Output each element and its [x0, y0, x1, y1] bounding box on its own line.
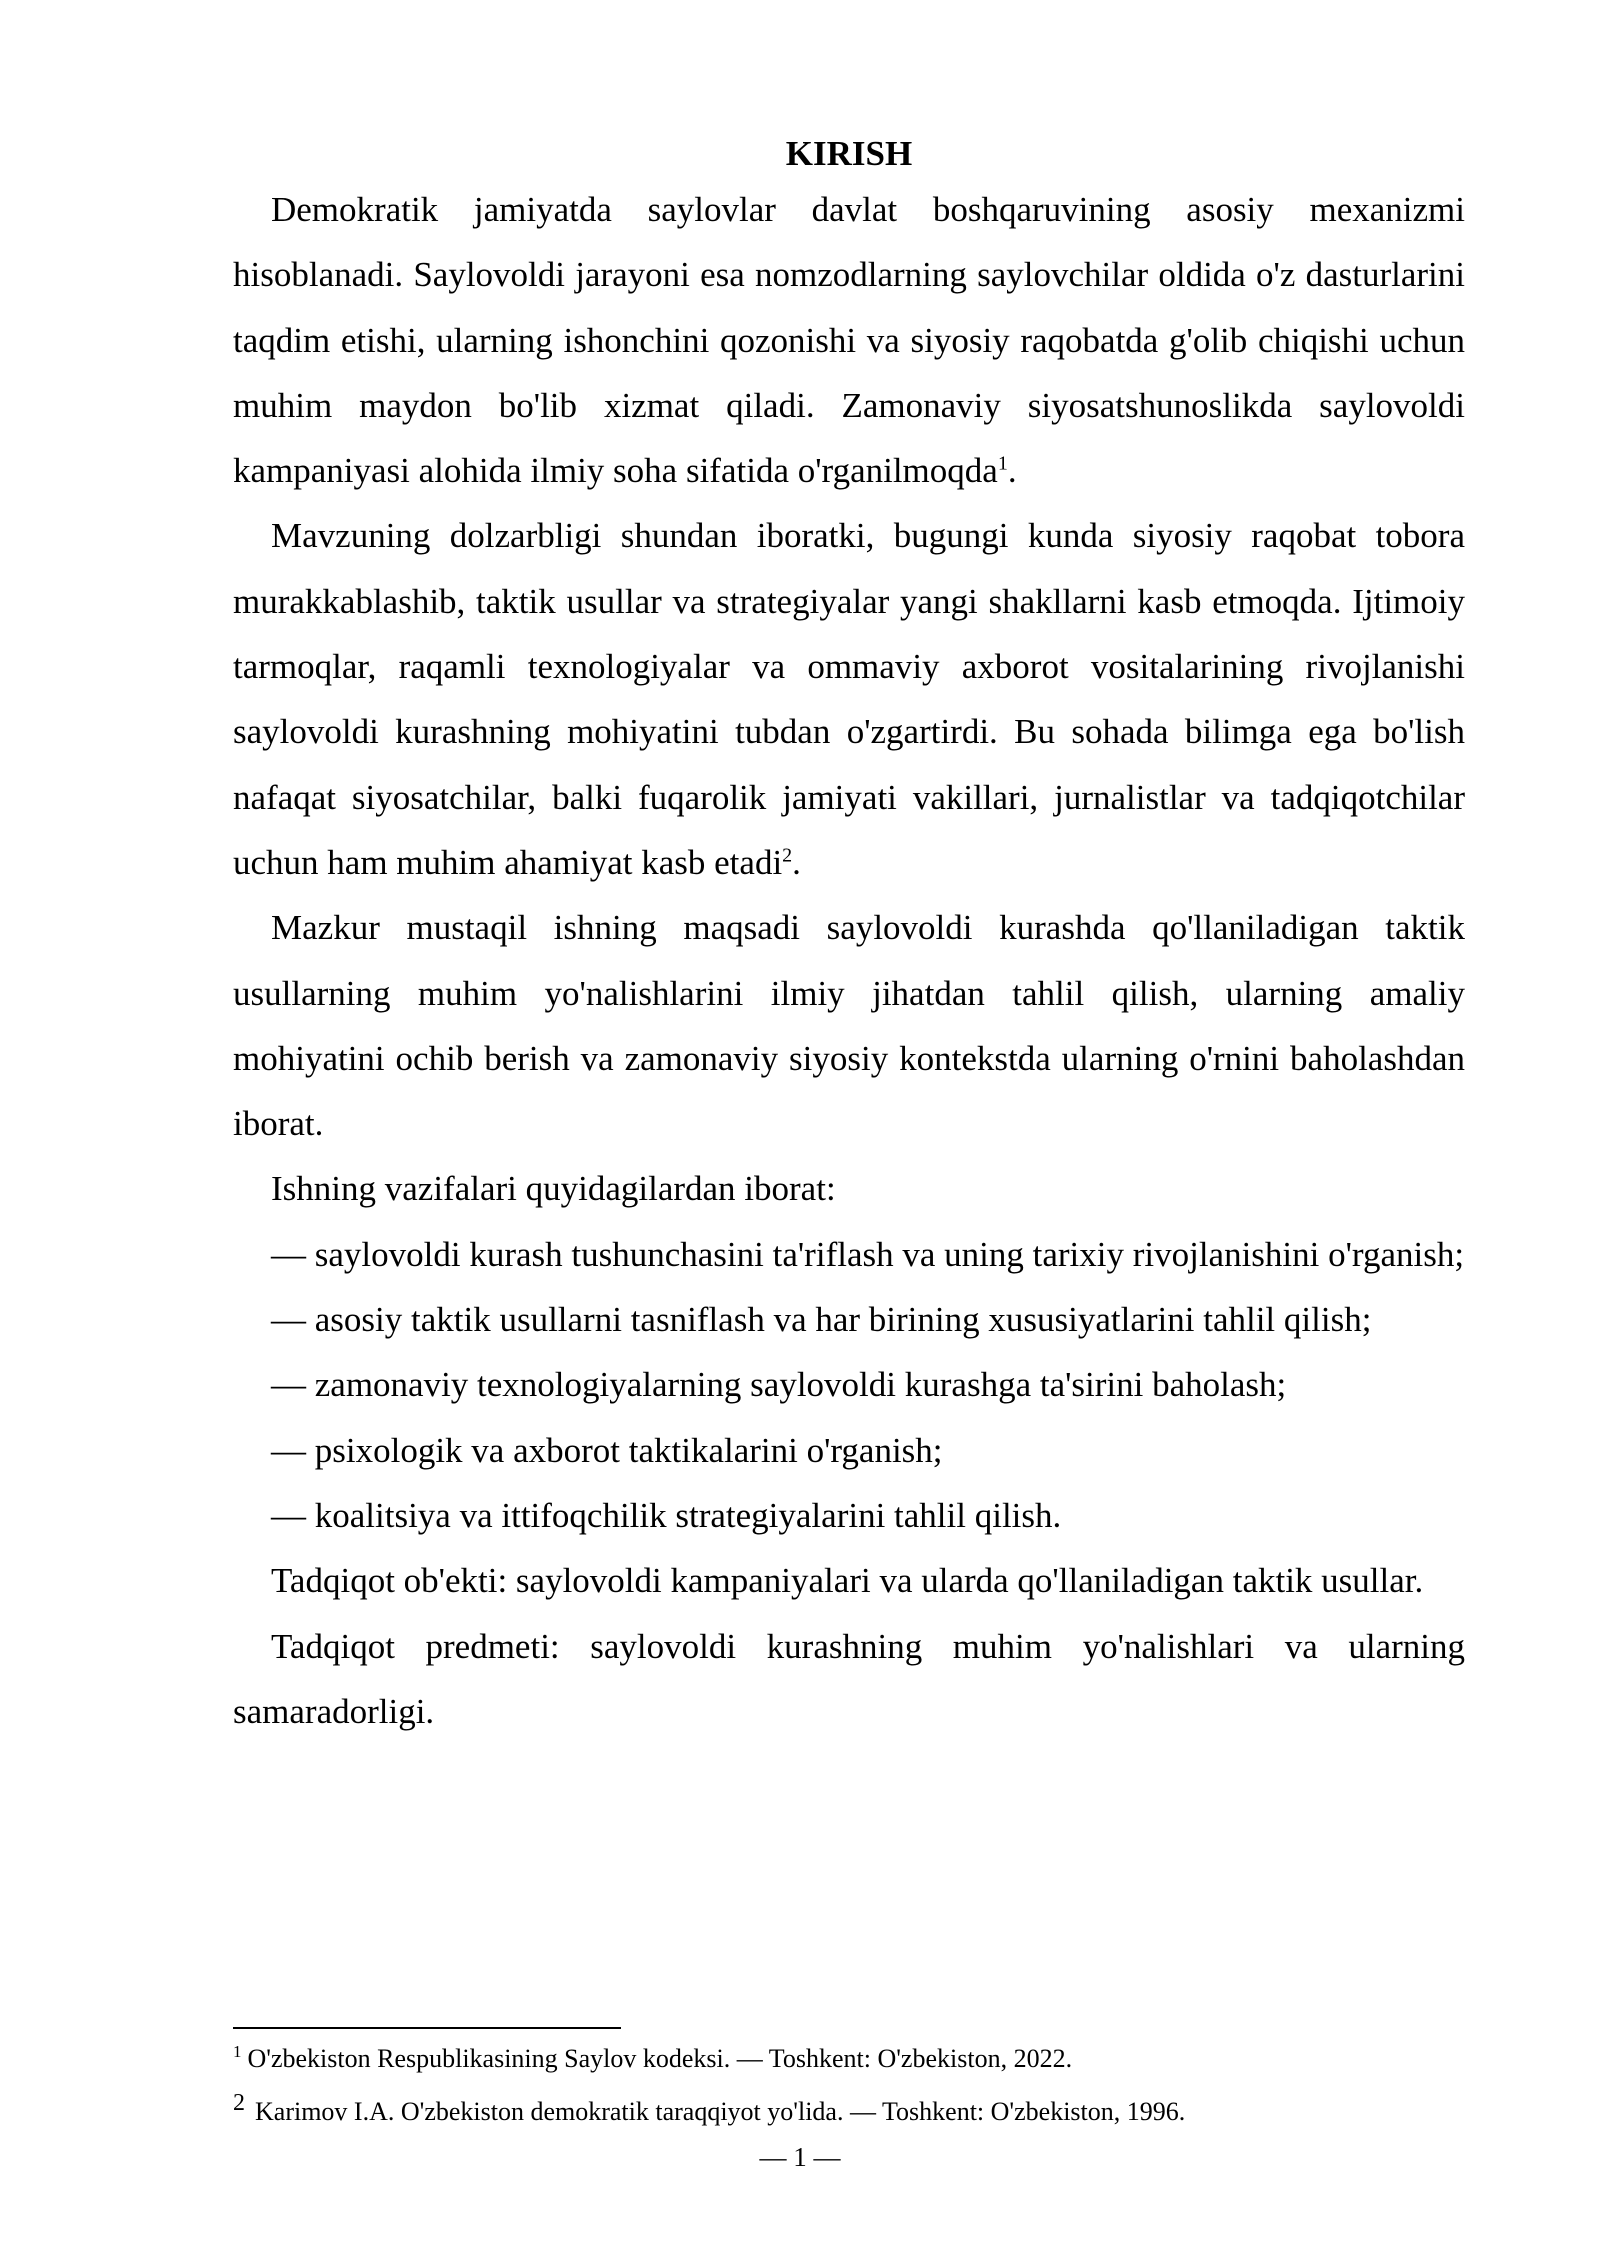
paragraph-end: .	[1007, 451, 1017, 491]
footnote-text: Karimov I.A. O'zbekiston demokratik taraqqiyot yo'lida. — Toshkent: O'zbekiston, 1996.	[255, 2097, 1186, 2126]
footnote-reference[interactable]: 1	[997, 452, 1008, 475]
task-list-item: — saylovoldi kurash tushunchasini ta'riflash va uning tarixiy rivojlanishini o'rganish;	[271, 1234, 1465, 1274]
footnote-mark: 1	[233, 2042, 242, 2062]
task-list-item: — zamonaviy texnologiyalarning saylovoldi kurashga ta'sirini baholash;	[271, 1365, 1287, 1405]
footnote-item	[233, 2042, 1465, 2076]
page-number: — 1 —	[759, 2142, 841, 2172]
footnote-text: O'zbekiston Respublikasining Saylov kodeksi. — Toshkent: O'zbekiston, 2022.	[247, 2044, 1073, 2073]
task-list-item: — koalitsiya va ittifoqchilik strategiyalarini tahlil qilish.	[271, 1495, 1062, 1535]
page-title: KIRISH	[785, 134, 913, 173]
research-object-paragraph: Tadqiqot ob'ekti: saylovoldi kampaniyalari va ularda qo'llaniladigan taktik usullar.	[271, 1561, 1424, 1601]
footnote-mark: 2	[233, 2090, 245, 2117]
tasks-intro-paragraph: Ishning vazifalari quyidagilardan iborat:	[271, 1169, 836, 1209]
relevance-paragraph	[233, 503, 1465, 895]
paragraph-text: Demokratik jamiyatda saylovlar davlat boshqaruvining asosiy mexanizmi hisoblanadi. Saylovoldi jarayoni esa nomzodlarning saylovchilar oldida o'z dasturlarini taqdim etishi, ularning ishonchini qozonishi va siyosiy raqobatda g'olib chiqishi uchun muhim maydon bo'lib xizmat qiladi. Zamonaviy siyosatshunoslikda saylovoldi kampaniyasi alohida ilmiy soha sifatida o'rganilmoqda	[233, 190, 1465, 491]
footnote-item	[233, 2090, 1465, 2129]
task-list-item: — asosiy taktik usullarni tasniflash va har birining xususiyatlarini tahlil qilish;	[271, 1300, 1372, 1340]
research-subject-paragraph: Tadqiqot predmeti: saylovoldi kurashning muhim yo'nalishlari va ularning samaradorligi.	[233, 1626, 1465, 1731]
intro-paragraph	[233, 177, 1465, 503]
document-body	[233, 133, 1465, 1744]
goal-paragraph: Mazkur mustaqil ishning maqsadi saylovoldi kurashda qo'llaniladigan taktik usullarning muhim yo'nalishlarini ilmiy jihatdan tahlil qilish, ularning amaliy mohiyatini ochib berish va zamonaviy siyosiy kontekstda ularning o'rnini baholashdan iborat.	[233, 908, 1465, 1144]
footnote-reference[interactable]: 2	[782, 844, 793, 867]
paragraph-text: Mavzuning dolzarbligi shundan iboratki, bugungi kunda siyosiy raqobat tobora murakkablashib, taktik usullar va strategiyalar yangi shakllarni kasb etmoqda. Ijtimoiy tarmoqlar, raqamli texnologiyalar va ommaviy axborot vositalarining rivojlanishi saylovoldi kurashning mohiyatini tubdan o'zgartirdi. Bu sohada bilimga ega bo'lish nafaqat siyosatchilar, balki fuqarolik jamiyati vakillari, jurnalistlar va tadqiqotchilar uchun ham muhim ahamiyat kasb etadi	[233, 516, 1465, 882]
task-list-item: — psixologik va axborot taktikalarini o'rganish;	[271, 1430, 943, 1470]
footnote-divider	[233, 2027, 621, 2029]
footnotes-section	[233, 2042, 1465, 2148]
paragraph-end: .	[792, 842, 801, 882]
